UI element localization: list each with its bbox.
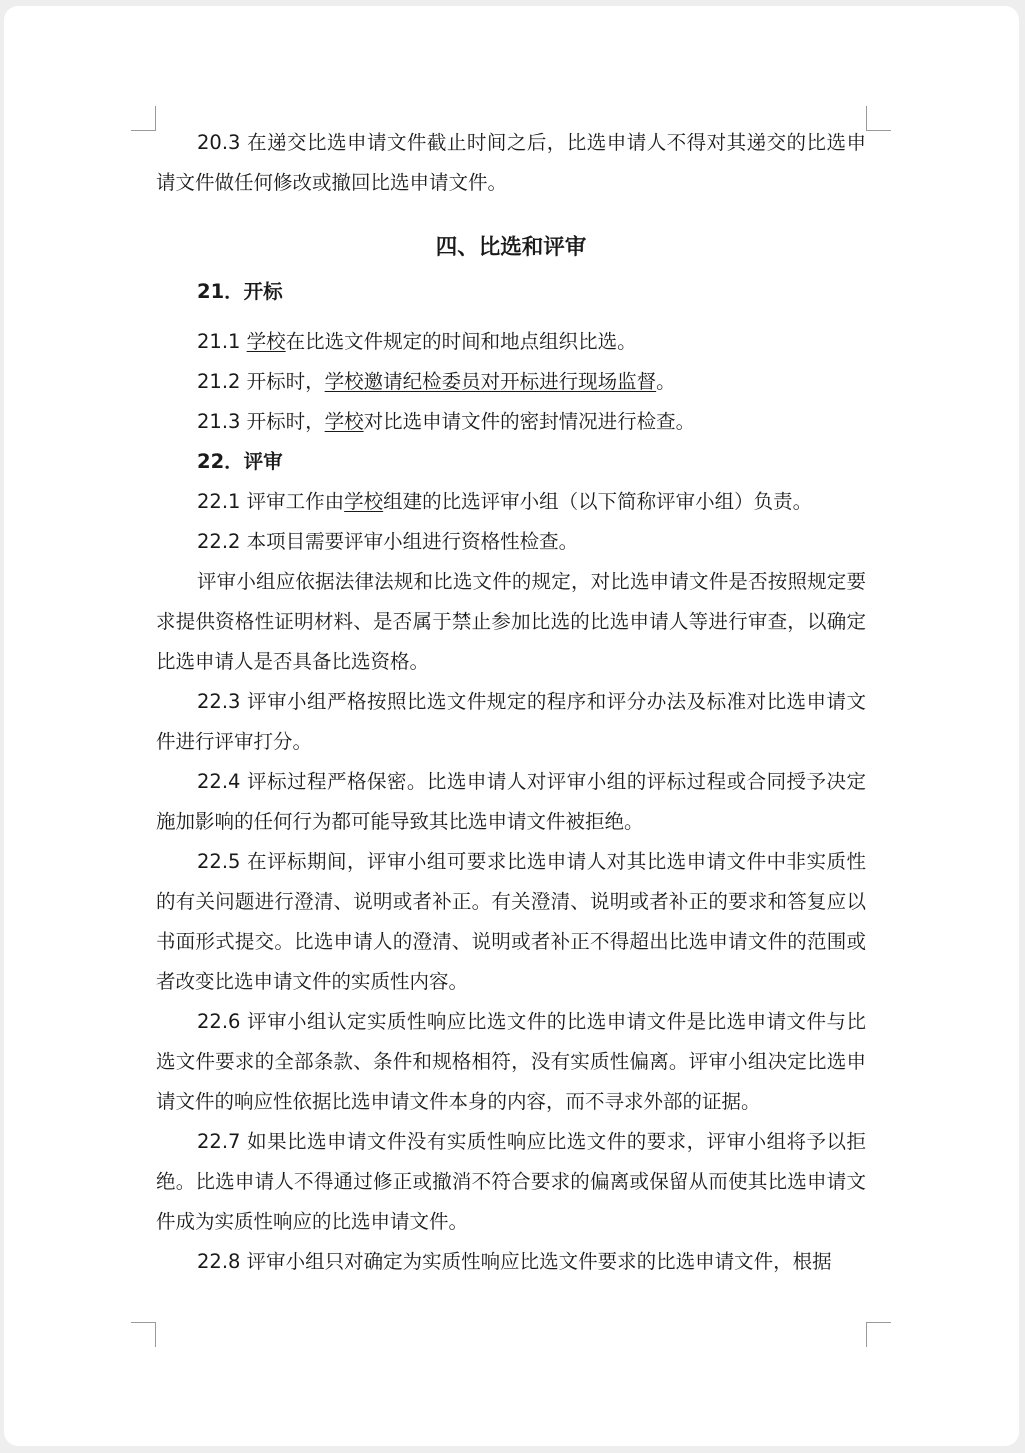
paragraph-21-3 [156, 402, 866, 442]
text: 。 [656, 370, 676, 393]
text: 22.1 评审工作由 [197, 490, 345, 513]
paragraph-22-5: 22.5 在评标期间，评审小组可要求比选申请人对其比选申请文件中非实质性的有关问题进行澄清、说明或者补正。有关澄清、说明或者补正的要求和答复应以书面形式提交。比选申请人的澄清、说明或者补正不得超出比选申请文件的范围或者改变比选申请文件的实质性内容。 [156, 850, 866, 993]
text: 在比选文件规定的时间和地点组织比选。 [285, 330, 637, 353]
paragraph-22-7: 22.7 如果比选申请文件没有实质性响应比选文件的要求，评审小组将予以拒绝。比选申请人不得通过修正或撤消不符合要求的偏离或保留从而使其比选申请文件成为实质性响应的比选申请文件。 [156, 1130, 866, 1233]
crop-mark-bottom-left [131, 1322, 156, 1347]
text: 组建的比选评审小组（以下简称评审小组）负责。 [383, 490, 813, 513]
document-page [4, 6, 1019, 1446]
paragraph-22-2: 22.2 本项目需要评审小组进行资格性检查。 [197, 530, 579, 553]
paragraph-21-2 [156, 362, 866, 402]
paragraph-22-3: 22.3 评审小组严格按照比选文件规定的程序和评分办法及标准对比选申请文件进行评审打分。 [156, 690, 866, 753]
paragraph-22-1 [156, 482, 866, 522]
text: 21.1 [197, 330, 247, 353]
paragraph-22-4: 22.4 评标过程严格保密。比选申请人对评审小组的评标过程或合同授予决定施加影响的任何行为都可能导致其比选申请文件被拒绝。 [156, 770, 866, 833]
crop-mark-top-left [131, 106, 156, 131]
text: 21.2 开标时， [197, 370, 325, 393]
paragraph-22-2-detail: 评审小组应依据法律法规和比选文件的规定，对比选申请文件是否按照规定要求提供资格性证明材料、是否属于禁止参加比选的比选申请人等进行审查，以确定比选申请人是否具备比选资格。 [156, 570, 866, 673]
paragraph-22-8: 22.8 评审小组只对确定为实质性响应比选文件要求的比选申请文件，根据 [197, 1250, 832, 1273]
text: 对比选申请文件的密封情况进行检查。 [363, 410, 696, 433]
paragraph-22-6: 22.6 评审小组认定实质性响应比选文件的比选申请文件是比选申请文件与比选文件要求的全部条款、条件和规格相符，没有实质性偏离。评审小组决定比选申请文件的响应性依据比选申请文件本身的内容，而不寻求外部的证据。 [156, 1010, 866, 1113]
paragraph-20-3: 20.3 在递交比选申请文件截止时间之后，比选申请人不得对其递交的比选申请文件做任何修改或撤回比选申请文件。 [156, 131, 866, 194]
underlined-supervision: 学校邀请纪检委员对开标进行现场监督 [324, 370, 657, 393]
paragraph-21-1 [156, 322, 866, 362]
document-body [156, 123, 866, 1282]
text: 21.3 开标时， [197, 410, 325, 433]
heading-21: 21．开标 [197, 280, 283, 303]
crop-mark-bottom-right [866, 1322, 891, 1347]
heading-22: 22．评审 [197, 450, 283, 473]
underlined-school: 学校 [324, 410, 364, 433]
crop-mark-top-right [866, 106, 891, 131]
underlined-school: 学校 [344, 490, 384, 513]
underlined-school: 学校 [246, 330, 286, 353]
section-heading: 四、比选和评审 [435, 235, 587, 260]
